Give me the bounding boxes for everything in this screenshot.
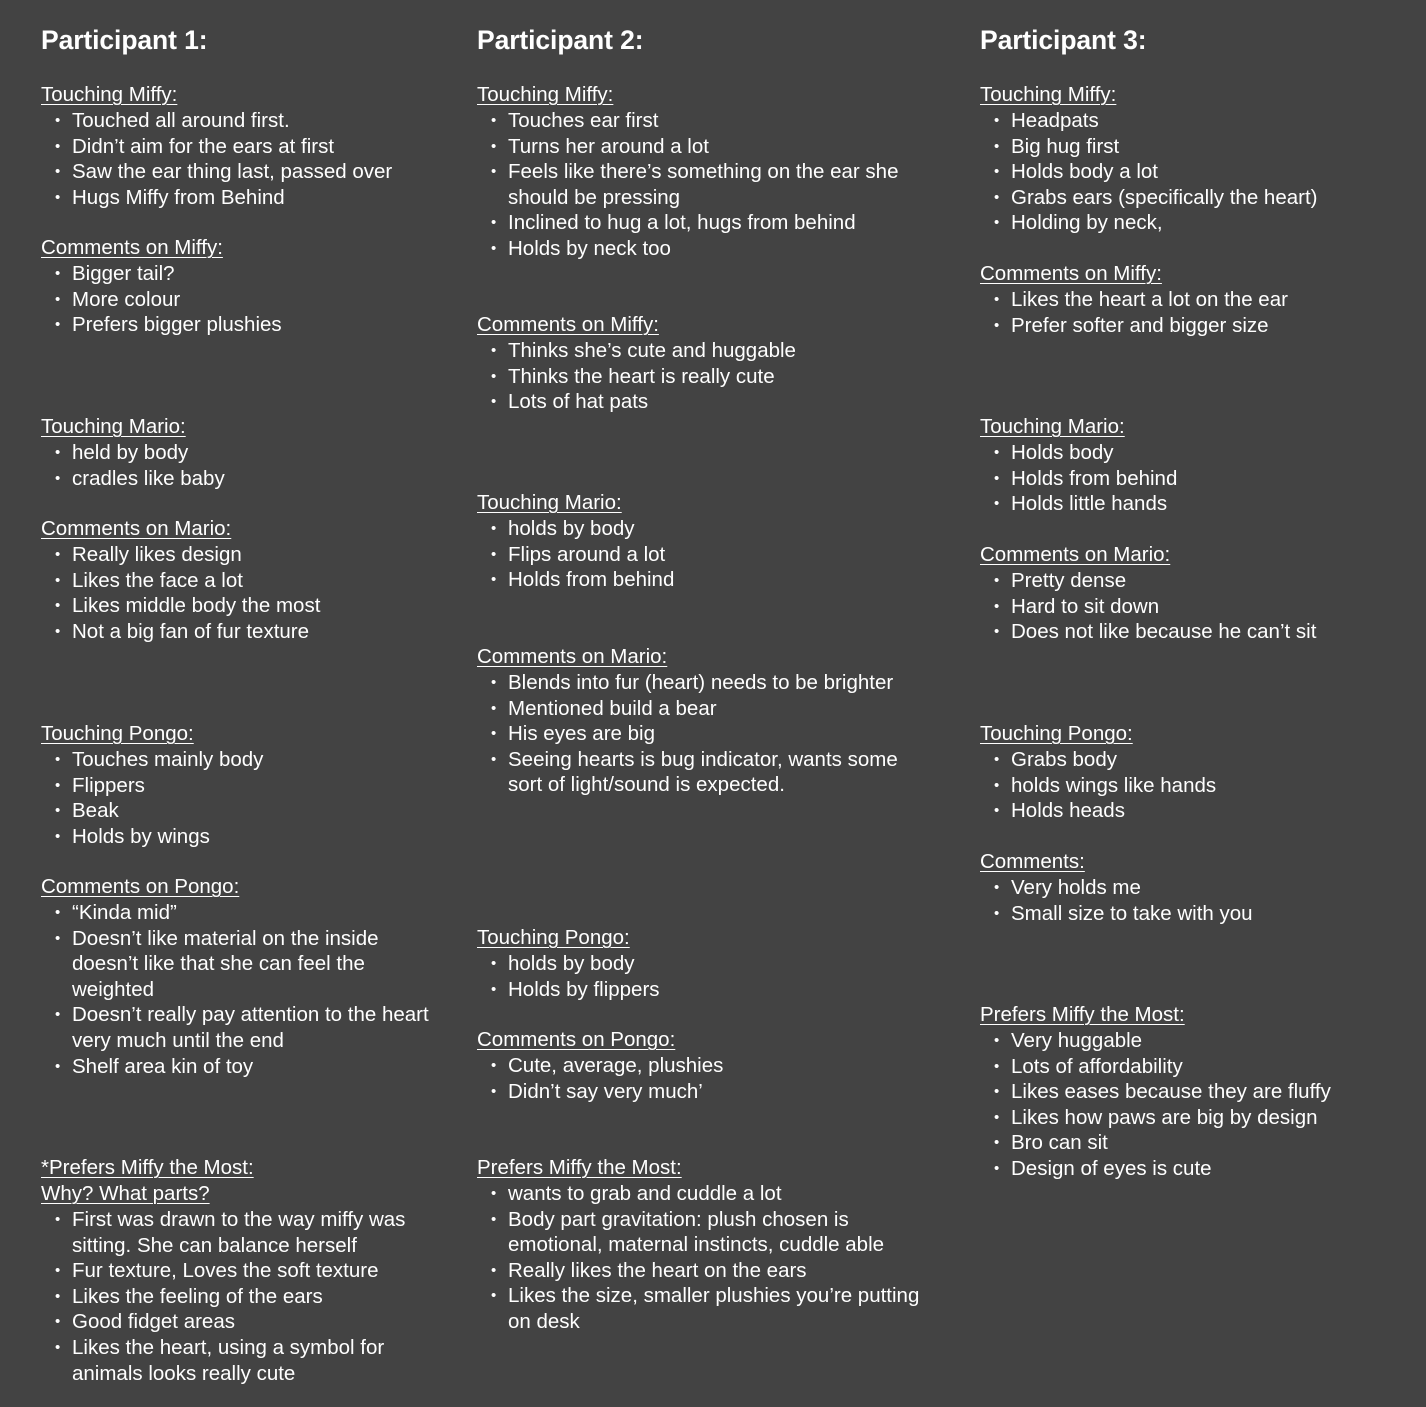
list-item: • Thinks she’s cute and huggable	[477, 338, 962, 364]
bullet-list	[41, 108, 460, 210]
section-comments-p3	[962, 849, 1426, 926]
list-item: • cradles like baby	[41, 466, 460, 492]
section-touching-mario-p1	[0, 414, 460, 491]
section-heading: Touching Mario:	[477, 491, 622, 514]
list-item: • Holds body a lot	[980, 159, 1426, 185]
section-heading: Comments on Mario:	[41, 517, 232, 540]
list-item: • Blends into fur (heart) needs to be brighter	[477, 670, 962, 696]
section-prefers-miffy-p2	[460, 1155, 962, 1335]
list-item: • Inclined to hug a lot, hugs from behind	[477, 210, 962, 236]
list-item: • Very holds me	[980, 875, 1426, 901]
list-item: • Hugs Miffy from Behind	[41, 185, 460, 211]
bullet-list	[477, 338, 962, 415]
section-subheading-why-what-parts: Why? What parts?	[41, 1182, 210, 1205]
list-item: • Holds body	[980, 440, 1426, 466]
list-item: • Touches ear first	[477, 108, 962, 134]
section-heading: *Prefers Miffy the Most:	[41, 1156, 254, 1179]
bullet-list	[477, 516, 962, 593]
section-heading: Touching Pongo:	[980, 722, 1133, 745]
section-touching-pongo-p3	[962, 721, 1426, 824]
list-item: • Lots of affordability	[980, 1054, 1426, 1080]
section-heading: Comments on Miffy:	[980, 262, 1162, 285]
list-item: • Holds by wings	[41, 824, 460, 850]
section-touching-pongo-p1	[0, 721, 460, 849]
list-item: • Prefer softer and bigger size	[980, 313, 1426, 339]
bullet-list	[41, 900, 460, 1079]
list-item: • Bigger tail?	[41, 261, 460, 287]
section-touching-mario-p3	[962, 414, 1426, 517]
list-item: • Likes the feeling of the ears	[41, 1284, 460, 1310]
bullet-list	[41, 440, 460, 491]
list-item: • His eyes are big	[477, 721, 962, 747]
list-item: • Holds from behind	[980, 466, 1426, 492]
section-heading: Touching Miffy:	[477, 83, 614, 106]
bullet-list	[477, 1181, 962, 1335]
section-touching-miffy-p1	[0, 82, 460, 210]
section-heading: Comments on Pongo:	[477, 1028, 676, 1051]
list-item: • Design of eyes is cute	[980, 1156, 1426, 1182]
list-item: • Really likes the heart on the ears	[477, 1258, 962, 1284]
list-item: • Not a big fan of fur texture	[41, 619, 460, 645]
bullet-list	[980, 287, 1426, 338]
list-item: • Cute, average, plushies	[477, 1053, 962, 1079]
list-item: • Really likes design	[41, 542, 460, 568]
section-heading: Prefers Miffy the Most:	[477, 1156, 682, 1179]
list-item: • Likes how paws are big by design	[980, 1105, 1426, 1131]
list-item: • Good fidget areas	[41, 1309, 460, 1335]
list-item: • Bro can sit	[980, 1130, 1426, 1156]
list-item: • Didn’t say very much’	[477, 1079, 962, 1105]
list-item: • Hard to sit down	[980, 594, 1426, 620]
section-touching-mario-p2	[460, 490, 962, 593]
list-item: • Prefers bigger plushies	[41, 312, 460, 338]
bullet-list	[41, 747, 460, 849]
section-heading: Touching Miffy:	[41, 83, 178, 106]
list-item: • Thinks the heart is really cute	[477, 364, 962, 390]
list-item: • wants to grab and cuddle a lot	[477, 1181, 962, 1207]
list-item: • Turns her around a lot	[477, 134, 962, 160]
list-item: • More colour	[41, 287, 460, 313]
list-item: • Touched all around first.	[41, 108, 460, 134]
list-item: • held by body	[41, 440, 460, 466]
section-heading: Touching Pongo:	[477, 926, 630, 949]
column-title-participant-2: Participant 2:	[477, 25, 644, 55]
list-item: • holds by body	[477, 516, 962, 542]
list-item: • Likes the size, smaller plushies you’re putting on desk	[477, 1283, 962, 1334]
list-item: • Holds heads	[980, 798, 1426, 824]
section-comments-mario-p2	[460, 644, 962, 798]
list-item: • First was drawn to the way miffy was sitting. She can balance herself	[41, 1207, 460, 1258]
list-item: • Touches mainly body	[41, 747, 460, 773]
bullet-list	[477, 1053, 962, 1104]
list-item: • Doesn’t like material on the inside doesn’t like that she can feel the weighted	[41, 926, 460, 1003]
list-item: • Does not like because he can’t sit	[980, 619, 1426, 645]
section-heading: Comments on Mario:	[980, 543, 1171, 566]
list-item: • Mentioned build a bear	[477, 696, 962, 722]
list-item: • Feels like there’s something on the ear she should be pressing	[477, 159, 962, 210]
list-item: • Flips around a lot	[477, 542, 962, 568]
bullet-list	[980, 747, 1426, 824]
participant-column-3	[962, 0, 1426, 1407]
list-item: • “Kinda mid”	[41, 900, 460, 926]
list-item: • Lots of hat pats	[477, 389, 962, 415]
list-item: • Beak	[41, 798, 460, 824]
list-item: • holds by body	[477, 951, 962, 977]
list-item: • holds wings like hands	[980, 773, 1426, 799]
list-item: • Doesn’t really pay attention to the heart very much until the end	[41, 1002, 460, 1053]
section-heading: Touching Pongo:	[41, 722, 194, 745]
bullet-list	[41, 1207, 460, 1386]
section-touching-miffy-p3	[962, 82, 1426, 236]
section-comments-miffy-p2	[460, 312, 962, 415]
section-heading: Comments on Miffy:	[41, 236, 223, 259]
participant-column-1	[0, 0, 460, 1407]
bullet-list	[41, 261, 460, 338]
list-item: • Headpats	[980, 108, 1426, 134]
list-item: • Holds by neck too	[477, 236, 962, 262]
section-comments-pongo-p1	[0, 874, 460, 1079]
section-touching-miffy-p2	[460, 82, 962, 262]
list-item: • Big hug first	[980, 134, 1426, 160]
list-item: • Likes the heart, using a symbol for animals looks really cute	[41, 1335, 460, 1386]
section-comments-miffy-p1	[0, 235, 460, 338]
bullet-list	[980, 1028, 1426, 1182]
section-heading: Comments:	[980, 850, 1085, 873]
list-item: • Likes middle body the most	[41, 593, 460, 619]
column-title-participant-1: Participant 1:	[41, 25, 208, 55]
list-item: • Seeing hearts is bug indicator, wants some sort of light/sound is expected.	[477, 747, 962, 798]
section-heading: Comments on Mario:	[477, 645, 668, 668]
bullet-list	[980, 440, 1426, 517]
list-item: • Holds by flippers	[477, 977, 962, 1003]
list-item: • Likes the face a lot	[41, 568, 460, 594]
list-item: • Likes eases because they are fluffy	[980, 1079, 1426, 1105]
section-comments-pongo-p2	[460, 1027, 962, 1104]
section-heading: Touching Mario:	[41, 415, 186, 438]
bullet-list	[477, 108, 962, 262]
bullet-list	[980, 108, 1426, 236]
bullet-list	[477, 670, 962, 798]
list-item: • Grabs body	[980, 747, 1426, 773]
section-comments-mario-p3	[962, 542, 1426, 645]
section-prefers-miffy-p1	[0, 1155, 460, 1386]
list-item: • Saw the ear thing last, passed over	[41, 159, 460, 185]
section-comments-miffy-p3	[962, 261, 1426, 338]
list-item: • Flippers	[41, 773, 460, 799]
list-item: • Body part gravitation: plush chosen is emotional, maternal instincts, cuddle able	[477, 1207, 962, 1258]
section-heading: Comments on Pongo:	[41, 875, 240, 898]
list-item: • Likes the heart a lot on the ear	[980, 287, 1426, 313]
section-comments-mario-p1	[0, 516, 460, 644]
list-item: • Holds from behind	[477, 567, 962, 593]
list-item: • Pretty dense	[980, 568, 1426, 594]
list-item: • Shelf area kin of toy	[41, 1054, 460, 1080]
list-item: • Holds little hands	[980, 491, 1426, 517]
section-heading: Touching Miffy:	[980, 83, 1117, 106]
list-item: • Grabs ears (specifically the heart)	[980, 185, 1426, 211]
section-heading: Comments on Miffy:	[477, 313, 659, 336]
bullet-list	[980, 875, 1426, 926]
section-heading: Touching Mario:	[980, 415, 1125, 438]
participant-column-2	[460, 0, 962, 1407]
bullet-list	[980, 568, 1426, 645]
list-item: • Fur texture, Loves the soft texture	[41, 1258, 460, 1284]
list-item: • Didn’t aim for the ears at first	[41, 134, 460, 160]
list-item: • Very huggable	[980, 1028, 1426, 1054]
column-title-participant-3: Participant 3:	[980, 25, 1147, 55]
section-touching-pongo-p2	[460, 925, 962, 1002]
section-prefers-miffy-p3	[962, 1002, 1426, 1182]
bullet-list	[477, 951, 962, 1002]
list-item: • Small size to take with you	[980, 901, 1426, 927]
section-heading: Prefers Miffy the Most:	[980, 1003, 1185, 1026]
bullet-list	[41, 542, 460, 644]
list-item: • Holding by neck,	[980, 210, 1426, 236]
